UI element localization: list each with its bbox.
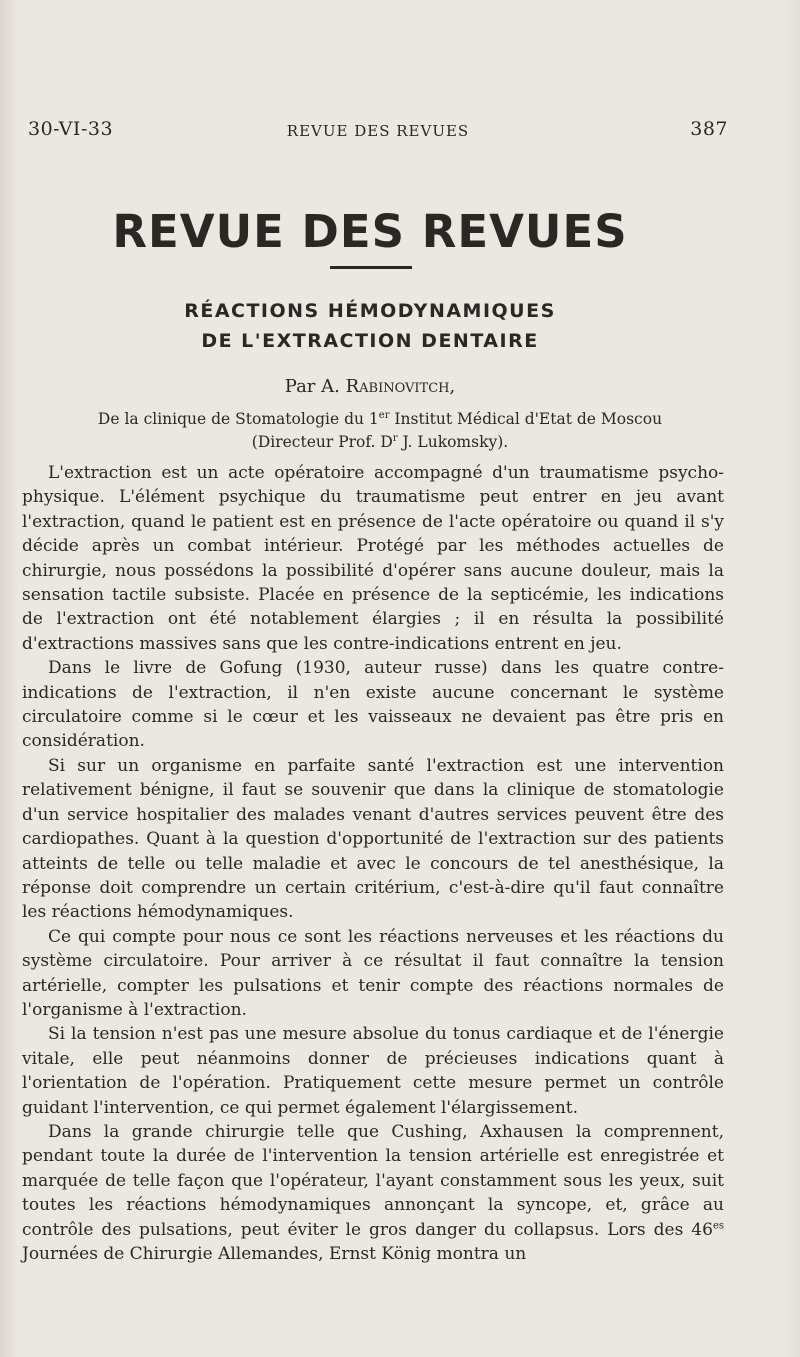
article-title — [0, 296, 740, 356]
paragraph-6-superscript: es — [712, 1219, 724, 1231]
article-body — [22, 461, 724, 1266]
journal-running-title: REVUE DES REVUES — [286, 122, 470, 140]
paragraph-1: L'extraction est un acte opératoire accompagné d'un traumatisme psycho-physique. L'élément psychique du traumatisme peut entrer en jeu avant l'extraction, quand le patient est en présence de l'acte opératoire ou quand il s'y décide après un combat intérieur. Protégé par les méthodes actuelles de chirurgie, nous possédons la possibilité d'opérer sans aucune douleur, mais la sensation tactile subsiste. Placée en présence de la septicémie, les indications de l'extraction ont été notablement élargies ; il en résulta la possibilité d'extractions massives sans que les contre-indications entrent en jeu. — [22, 463, 724, 654]
author-line — [0, 376, 740, 397]
section-title: REVUE DES REVUES — [112, 205, 628, 258]
paragraph-6-text-b: Journées de Chirurgie Allemandes, Ernst König montra un — [22, 1244, 527, 1264]
author-prefix: Par A. — [284, 376, 346, 397]
affiliation-superscript-2: r — [392, 432, 398, 444]
paragraph-6 — [22, 1120, 724, 1266]
page-number: 387 — [690, 118, 728, 140]
affiliation-text-1: De la clinique de Stomatologie du 1 — [97, 410, 379, 428]
affiliation-text-3: (Directeur Prof. D — [251, 433, 393, 451]
issue-date: 30-VI-33 — [28, 118, 114, 140]
affiliation-text-2: Institut Médical d'Etat de Moscou — [389, 410, 663, 428]
title-divider — [330, 266, 412, 269]
author-name: Rabinovitch, — [345, 376, 456, 397]
article-title-line-1: RÉACTIONS HÉMODYNAMIQUES — [184, 300, 556, 322]
paragraph-6-text-a: Dans la grande chirurgie telle que Cushing, Axhausen la comprennent, pendant toute la durée de l'intervention la tension artérielle est enregistrée et marquée de telle façon que l'opérateur, l'ayant constamment sous les yeux, suit toutes les réactions hémodynamiques annonçant la syncope, et, grâce au contrôle des pulsations, peut éviter le gros danger du collapsus. Lors des 46 — [22, 1121, 724, 1240]
author-affiliation — [30, 408, 730, 454]
affiliation-superscript-1: er — [378, 409, 390, 421]
paragraph-3: Si sur un organisme en parfaite santé l'extraction est une intervention relativement bénigne, il faut se souvenir que dans la clinique de stomatologie d'un service hospitalier des malades venant d'autres services peuvent être des cardiopathes. Quant à la question d'opportunité de l'extraction sur des patients atteints de telle ou telle maladie et avec le concours de tel anesthésique, la réponse doit comprendre un certain critérium, c'est-à-dire qu'il faut connaître les réactions hémodynamiques. — [22, 755, 724, 923]
paragraph-2: Dans le livre de Gofung (1930, auteur russe) dans les quatre contre-indications de l'extraction, il n'en existe aucune concernant le système circulatoire comme si le cœur et les vaisseaux ne devaient pas être pris en considération. — [22, 658, 724, 752]
paragraph-4: Ce qui compte pour nous ce sont les réactions nerveuses et les réactions du système circulatoire. Pour arriver à ce résultat il faut connaître la tension artérielle, compter les pulsations et tenir compte des réactions normales de l'organisme à l'extraction. — [22, 926, 724, 1020]
article-title-line-2: DE L'EXTRACTION DENTAIRE — [201, 330, 539, 352]
affiliation-text-4: J. Lukomsky). — [397, 433, 509, 451]
paragraph-5: Si la tension n'est pas une mesure absolue du tonus cardiaque et de l'énergie vitale, elle peut néanmoins donner de précieuses indications quant à l'orientation de l'opération. Pratiquement cette mesure permet un contrôle guidant l'intervention, ce qui permet également l'élargissement. — [22, 1024, 724, 1118]
affiliation-line-1 — [30, 408, 730, 431]
affiliation-line-2 — [30, 431, 730, 454]
